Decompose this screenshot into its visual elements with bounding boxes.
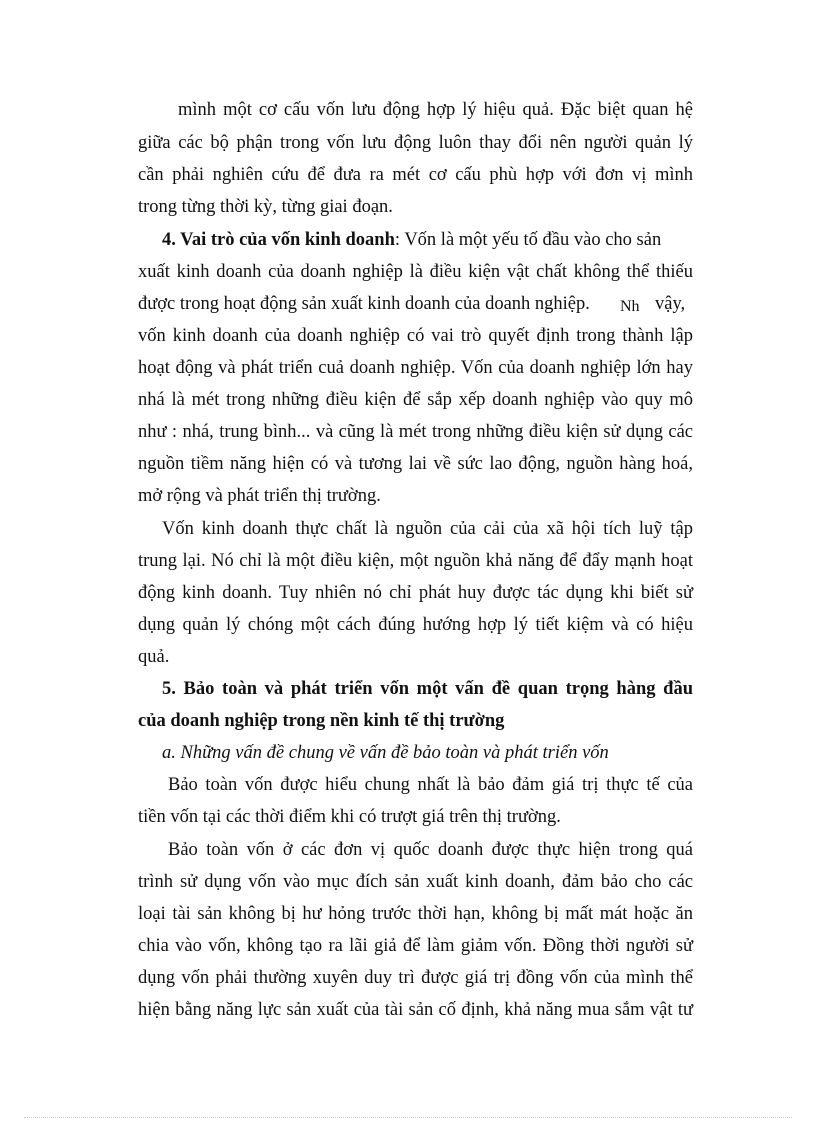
page-bottom-rule [24,1117,792,1118]
paragraph-line: nguồn tiềm năng hiện có và tương lai về sức lao động, nguồn hàng hoá, [138,454,693,474]
section-5-heading: 5. Bảo toàn và phát triển vốn một vấn đề quan trọng hàng đầu [162,679,693,699]
line-text: được trong hoạt động sản xuất kinh doanh của doanh nghiệp. [138,294,590,314]
paragraph-line: vốn kinh doanh của doanh nghiệp có vai trò quyết định trong thành lập [138,326,693,346]
inline-fragment: Nh [620,298,640,315]
paragraph-line: nhá là mét trong những điều kiện để sắp xếp doanh nghiệp vào quy mô [138,390,693,410]
inline-fragment: vậy, [655,294,686,314]
paragraph-line: quả. [138,647,170,667]
paragraph-line: giữa các bộ phận trong vốn lưu động luôn thay đổi nên người quản lý [138,133,693,153]
paragraph-line: Vốn kinh doanh thực chất là nguồn của cải của xã hội tích luỹ tập [162,519,693,539]
paragraph-line: Bảo toàn vốn ở các đơn vị quốc doanh được thực hiện trong quá [168,840,693,860]
paragraph-line: trung lại. Nó chỉ là một điều kiện, một nguồn khả năng để đẩy mạnh hoạt [138,551,693,571]
paragraph-line: hiện bằng năng lực sản xuất của tài sản cố định, khả năng mua sắm vật tư [138,1000,693,1020]
paragraph-line: hoạt động và phát triển cuả doanh nghiệp. Vốn của doanh nghiệp lớn hay [138,358,693,378]
paragraph-line: chia vào vốn, không tạo ra lãi giả để làm giảm vốn. Đồng thời người sử [138,936,693,956]
paragraph-line: như : nhá, trung bình... và cũng là mét trong những điều kiện sử dụng các [138,422,693,442]
paragraph-line: mình một cơ cấu vốn lưu động hợp lý hiệu quả. Đặc biệt quan hệ [178,100,693,120]
section-4-line [162,226,693,254]
section-4-heading: 4. Vai trò của vốn kinh doanh [162,230,395,250]
paragraph-line: dụng vốn phải thường xuyên duy trì được giá trị đồng vốn của mình thể [138,968,693,988]
section-5-heading-cont: của doanh nghiệp trong nền kinh tế thị trường [138,711,505,731]
paragraph-line: trình sử dụng vốn vào mục đích sản xuất kinh doanh, đảm bảo cho các [138,872,693,892]
paragraph-line: cần phải nghiên cứu để đưa ra mét cơ cấu phù hợp với đơn vị mình [138,165,693,185]
subsection-a-heading: a. Những vấn đề chung về vấn đề bảo toàn và phát triển vốn [162,743,609,763]
paragraph-line: xuất kinh doanh của doanh nghiệp là điều kiện vật chất không thể thiếu [138,262,693,282]
paragraph-line [138,290,693,318]
paragraph-line: trong từng thời kỳ, từng giai đoạn. [138,197,393,217]
paragraph-line: dụng quản lý chóng một cách đúng hướng hợp lý tiết kiệm và có hiệu [138,615,693,635]
paragraph-line: động kinh doanh. Tuy nhiên nó chỉ phát huy được tác dụng khi biết sử [138,583,693,603]
paragraph-line: mở rộng và phát triển thị trường. [138,486,381,506]
paragraph-line: loại tài sản không bị hư hỏng trước thời hạn, không bị mất mát hoặc ăn [138,904,693,924]
paragraph-line: Bảo toàn vốn được hiểu chung nhất là bảo đảm giá trị thực tế của [168,775,693,795]
section-4-intro: : Vốn là một yếu tố đầu vào cho sản [394,230,662,250]
paragraph-line: tiền vốn tại các thời điểm khi có trượt giá trên thị trường. [138,807,561,827]
